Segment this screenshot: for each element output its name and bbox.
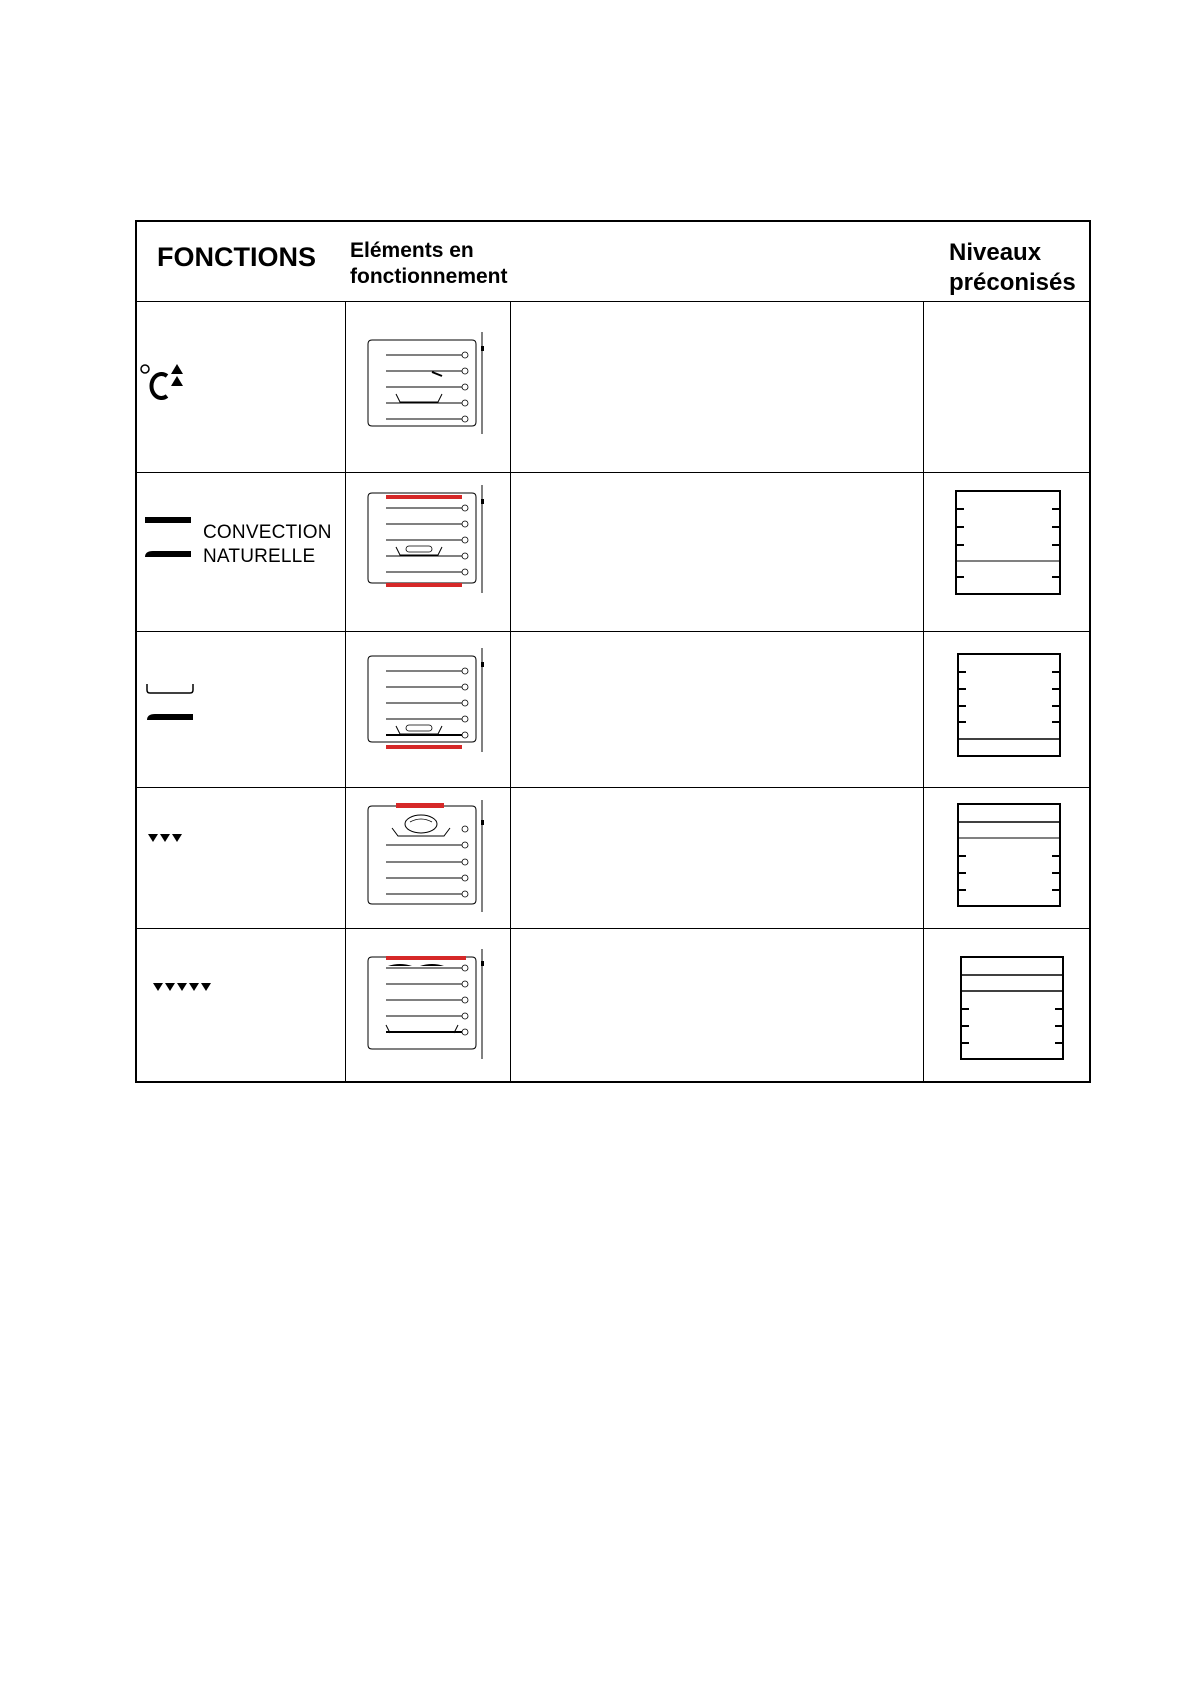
table-row-3 [137,632,1089,788]
function-cell [137,632,345,787]
degree-c-triangles-icon [139,362,199,412]
description-cell [511,788,923,928]
oven-diagram [366,648,496,758]
levels-diagram [958,804,1068,914]
levels-cell [924,302,1089,472]
header-niveaux: Niveaux préconisés [949,239,1076,296]
levels-cell [924,929,1089,1083]
top-heating-element [396,803,444,808]
function-cell [137,473,345,631]
top-heating-element [386,495,462,499]
function-label-line1: CONVECTION [203,522,332,543]
levels-diagram [956,491,1066,601]
levels-cell [924,788,1089,928]
description-cell [511,473,923,631]
oven-diagram [366,332,496,442]
top-heating-element [386,956,466,960]
full-grill-icon [153,983,213,997]
function-cell [137,929,345,1083]
elements-cell [346,473,510,631]
oven-diagram [366,485,496,595]
oven-diagram [366,800,496,920]
levels-cell [924,632,1089,787]
bottom-heat-icon [145,684,205,734]
bottom-heating-element [386,745,462,749]
elements-cell [346,788,510,928]
top-bottom-heat-icon [143,513,193,563]
table-header-row [137,222,1089,302]
table-row-4 [137,788,1089,929]
small-grill-icon [148,834,188,848]
oven-diagram [366,949,496,1069]
description-cell [511,929,923,1083]
bottom-heating-element [386,583,462,587]
header-fonctions: FONCTIONS [157,242,316,272]
levels-diagram [961,957,1071,1067]
elements-cell [346,302,510,472]
description-cell [511,632,923,787]
table-row-2 [137,473,1089,632]
levels-diagram [958,654,1068,764]
header-elements: Eléments en fonctionnement [350,239,508,288]
table-row-5 [137,929,1089,1083]
function-cell [137,302,345,472]
functions-table [135,220,1091,1083]
function-cell [137,788,345,928]
elements-cell [346,632,510,787]
description-cell [511,302,923,472]
levels-cell [924,473,1089,631]
elements-cell [346,929,510,1083]
function-label-line2: NATURELLE [203,546,316,567]
table-row-1 [137,302,1089,473]
